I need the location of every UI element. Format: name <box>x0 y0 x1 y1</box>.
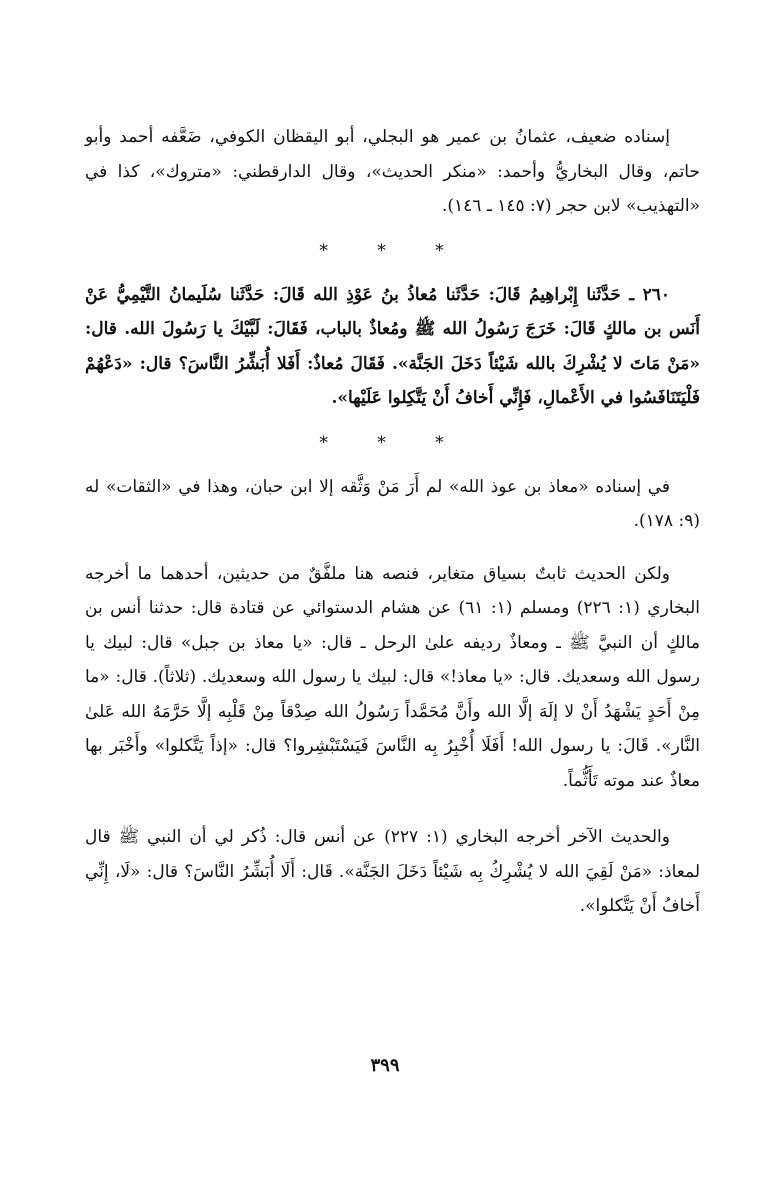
paragraph-hadith-sources: ولكن الحديث ثابتٌ بسياق متغاير، فنصه هنا ملفَّقٌ من حديثين، أحدهما ما أخرجه البخاري (١: ٢٢٦) ومسلم (١: ٦١) عن هشام الدستوائي عن قتادة قال: حدثنا أنس بن مالكٍ أن النبيَّ ﷺ ـ ومعاذٌ رديفه علىٰ الرحل ـ قال: «يا معاذ بن جبل» قال: لبيك يا رسول الله وسعديك. قال: «يا معاذ!» قال: لبيك يا رسول الله وسعديك. (ثلاثاً). قال: «ما مِنْ أَحَدٍ يَشْهَدُ أَنْ لا إلَهَ إلَّا الله وأَنَّ مُحَمَّداً رَسُولُ الله صِدْقاً مِنْ قَلْبِه إلَّا حَرَّمَهُ الله عَلىٰ النَّار». قَالَ: يا رسول الله! أَفَلَا أُخْبِرُ بِه النَّاسَ فَيَسْتَبْشِروا؟ قال: «إذاً يَتَّكلوا» وأَخْبَر بها معاذٌ عند موته تَأَثُّماً. <box>85 563 701 791</box>
spacer <box>85 268 700 278</box>
paragraph-isnad-note: إسناده ضعيف، عثمانُ بن عمير هو البجلي، أبو اليقظان الكوفي، ضَعَّفه أحمد وأبو حاتم، وقال البخاريُّ وأحمد: «منكر الحديث»، وقال الدارقطني: «متروك»، كذا في «التهذيب» لابن حجر (٧: ١٤٥ ـ ١٤٦). <box>85 127 700 216</box>
spacer <box>85 798 700 820</box>
paragraph-isnad-commentary: في إسناده «معاذ بن عوذ الله» لم أَرَ مَنْ وَثَّقه إلا ابن حبان، وهذا في «الثقات» له (٩: ١٧٨). <box>85 476 700 531</box>
spacer <box>85 460 700 470</box>
section-divider-stars: * * * <box>319 240 466 261</box>
hadith-260-text: ٢٦٠ ـ حَدَّثَنا إِبْراهِيمُ قَالَ: حَدَّثَنا مُعاذُ بنُ عَوْذِ الله قَالَ: حَدَّثَنا سُلَيمانُ التَّيْمِيُّ عَنْ أَنَس بن مالكٍ قَالَ: خَرَجَ رَسُولُ الله ﷺ ومُعاذٌ بالباب، فَقَالَ: لَبَّيْكَ يا رَسُولَ الله. قال: «مَنْ مَاتَ لا يُشْرِكَ بالله شَيْئاً دَخَلَ الجَنَّة». فَقَالَ مُعاذٌ: أَفَلا أُبَشِّرُ النَّاسَ؟ قال: «دَعْهُمْ فَلْيَتَنَافَسُوا في الأَعْمالِ، فَإِنِّي أَخافُ أَنْ يَتَّكِلوا عَلَيْها». <box>85 284 700 408</box>
spacer <box>85 416 700 426</box>
spacer <box>85 539 700 557</box>
paragraph-second-hadith: والحديث الآخر أخرجه البخاري (١: ٢٢٧) عن أنس قال: ذُكر لي أن النبي ﷺ قال لمعاذ: «مَنْ لَقِيَ الله لا يُشْرِكُ بِه شَيْئاً دَخَلَ الجَنَّة». قَال: أَلَا أُبَشِّرُ النَّاسَ؟ قال: «لَا، إِنِّي أَخافُ أَنْ يَتَّكلوا». <box>85 827 700 916</box>
page-body <box>85 120 700 924</box>
page-number: ٣٩٩ <box>370 1055 400 1076</box>
spacer <box>85 224 700 234</box>
section-divider-stars: * * * <box>319 432 466 453</box>
